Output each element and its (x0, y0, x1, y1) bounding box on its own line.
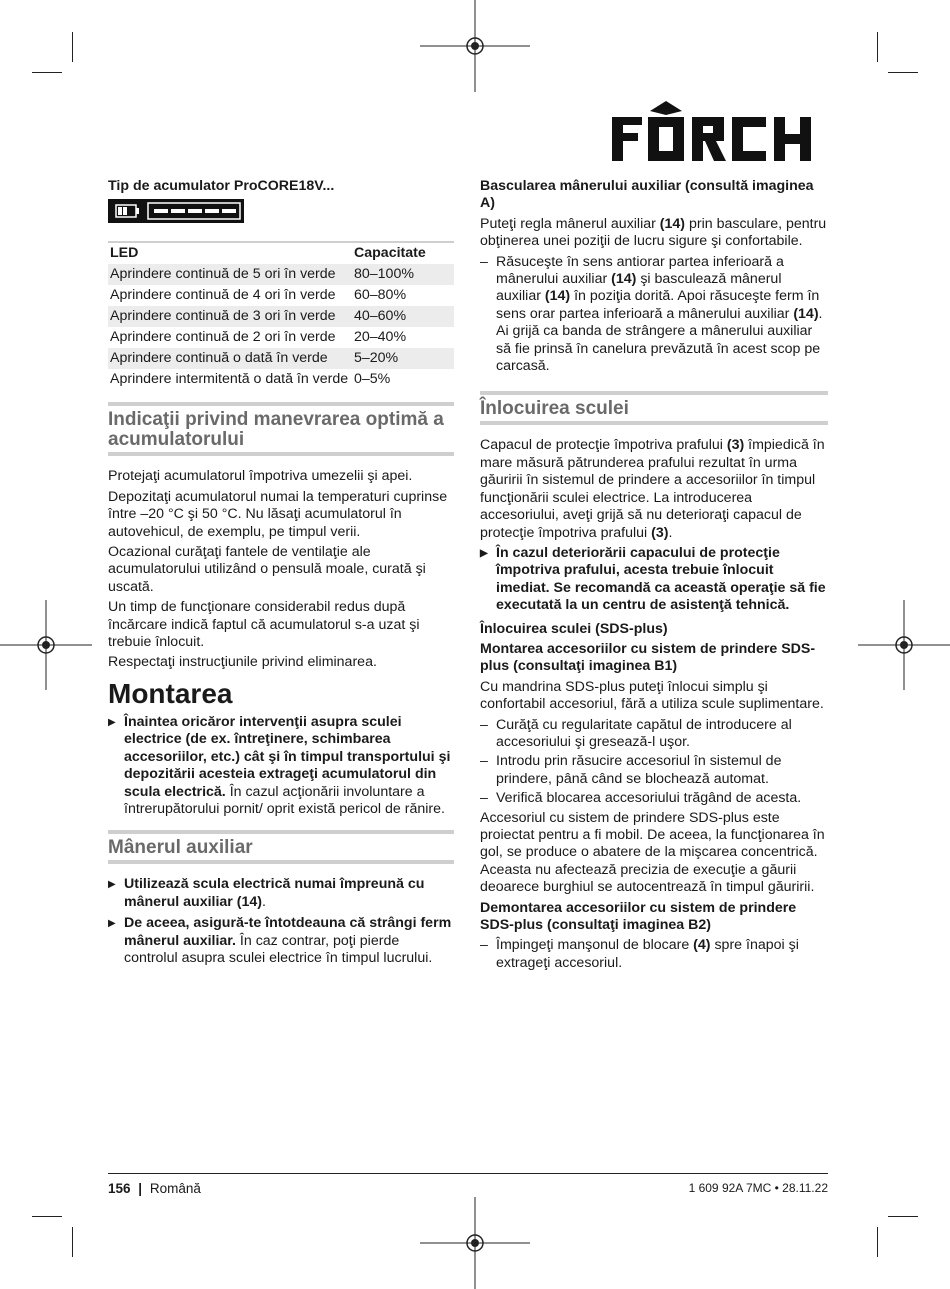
table-cell-led: Aprindere intermitentă o dată în verde (110, 371, 349, 388)
forch-logo (612, 101, 828, 163)
text: Răsuceşte în sens antiorar partea inferioară a mânerului auxiliar (496, 253, 784, 288)
table-cell-capacity: 0–5% (354, 371, 391, 388)
crop-mark (32, 1216, 62, 1217)
paragraph: Cu mandrina SDS-plus puteţi înlocui simplu şi confortabil accesoriul, fără a utiliza scule suplimentare. (480, 678, 824, 713)
subheading-dismount-accessories: Demontarea accesoriilor cu sistem de prindere SDS-plus (consultaţi imaginea B2) (480, 899, 797, 934)
dash-item (480, 254, 828, 324)
text: prin basculare, pentru obţinerea unei poziţii de lucru sigure şi confortabile. (480, 215, 827, 250)
left-column (108, 178, 454, 971)
dash-item: – Curăţă cu regularitate capătul de introducere al accesoriului şi gresează-l uşor. (480, 717, 828, 752)
table-cell-led: Aprindere continuă o dată în verde (108, 348, 352, 369)
warning-text: În cazul acţionării involuntare a întrerupătorului pornit/ oprit există pericol de rănire. (124, 783, 445, 817)
table-cell-led: Aprindere continuă de 3 ori în verde (108, 306, 352, 327)
subheading-tilt-handle: Basculareа mânerului auxiliar (consultă imaginea A) (480, 178, 814, 212)
warning-item (108, 876, 454, 911)
table-row (108, 306, 454, 327)
table-cell-capacity: 80–100% (352, 264, 454, 285)
warning-bold: De aceea, asigură-te întotdeauna că strângi ferm mânerul auxiliar. (124, 915, 452, 949)
paragraph: Depozitaţi acumulatorul numai la temperaturi cuprinse între –20 °C şi 50 °C. Nu lăsaţi acumulatorul în autovehicul, de exemplu, pe timpul verii. (108, 488, 448, 540)
warning-bold: Utilizează scula electrică numai împreună cu mânerul auxiliar (14) (124, 876, 425, 910)
section-heading-aux-handle: Mânerul auxiliar (108, 830, 454, 864)
crop-mark (877, 32, 878, 62)
text: . (668, 524, 673, 541)
section-title-mounting: Montarea (108, 677, 233, 709)
footer-separator: | (138, 1181, 143, 1196)
dash-note: Ai grijă ca banda de strângere a mânerului auxiliar să fie prinsă în canelura prevăzută în acest scop pe carcasă. (496, 323, 821, 375)
table-row (108, 369, 454, 390)
warning-text: În caz contrar, poţi pierde controlul asupra sculei electrice în timpul lucrului. (124, 932, 433, 966)
battery-indicator-icon (108, 199, 244, 223)
ref: (14) (544, 288, 571, 305)
text: Puteţi regla mânerul auxiliar (480, 215, 660, 232)
table-cell-led: Aprindere continuă de 4 ori în verde (110, 287, 336, 304)
table-row (108, 348, 454, 369)
dash-item: – Introdu prin răsucire accesoriul în sistemul de prindere, până când se blochează automat. (480, 753, 828, 788)
crop-mark (72, 1227, 73, 1257)
crop-mark (72, 32, 73, 62)
warning-text: . (262, 893, 266, 910)
page-number: 156 (108, 1181, 131, 1196)
warning-item: ▶ În cazul deteriorării capacului de protecţie împotriva prafului, acesta trebuie înlocuit imediat. Se recomandă ca această operaţie să fie executată la un centru de asistenţă tehnică. (480, 545, 828, 615)
ref: (14) (659, 215, 686, 232)
crop-mark (877, 1227, 878, 1257)
footer-language: Română (149, 1181, 201, 1196)
dash-item: – Verifică blocarea accesoriului trăgând de acesta. (480, 790, 828, 807)
table-cell-capacity: 5–20% (352, 348, 454, 369)
table-row (108, 327, 454, 348)
paragraph (480, 437, 828, 541)
registration-mark-left (0, 600, 92, 690)
table-cell-led: Aprindere continuă de 5 ori în verde (108, 264, 352, 285)
table-header-capacity: Capacitate (354, 245, 426, 262)
table-cell-led: Aprindere continuă de 2 ori în verde (110, 329, 336, 346)
text: în poziţia dorită. Apoi răsuceşte ferm în sens orar partea inferioară a mânerului auxiliar (496, 288, 820, 322)
text: Împingeţi manşonul de blocare (496, 937, 694, 954)
text: şi basculează mânerul auxiliar (496, 271, 782, 305)
crop-mark (32, 72, 62, 73)
table-cell-capacity: 40–60% (352, 306, 454, 327)
table-cell-capacity: 60–80% (354, 287, 407, 304)
page-footer (108, 1173, 828, 1196)
crop-mark (888, 1216, 918, 1217)
subheading-sds: Înlocuirea sculei (SDS-plus) (480, 620, 668, 637)
table-header-row (108, 242, 454, 264)
warning-item (108, 915, 454, 967)
section-heading-tool-replace: Înlocuirea sculei (480, 391, 828, 425)
crop-mark (888, 72, 918, 73)
paragraph: Respectaţi instrucţiunile privind eliminarea. (108, 654, 377, 671)
paragraph: Accesoriul cu sistem de prindere SDS-plus este proiectat pentru a fi mobil. De aceea, la funcţionarea în gol, se produce o abatere de la mişcarea concentrică. Aceasta nu afectează precizia de execuţie a găurii deoarece burghiul se autocentrează în timpul găuririi. (480, 809, 825, 896)
ref: (3) (651, 524, 669, 541)
text: spre înapoi şi extrageţi accesoriul. (496, 937, 799, 971)
paragraph: Ocazional curăţaţi fantele de ventilaţie ale acumulatorului utilizând o pensulă moale, curată şi uscată. (108, 544, 426, 595)
ref: (3) (726, 437, 745, 454)
ref: (14) (793, 305, 819, 322)
warning-item (108, 714, 454, 818)
table-header-led: LED (110, 245, 139, 262)
section-heading-battery-care: Indicaţii privind manevrarea optimă a acumulatorului (108, 402, 454, 456)
registration-mark-right (858, 600, 950, 690)
warning-bold: Înaintea oricăror intervenţii asupra sculei electrice (de ex. întreţinere, schimbarea accesoriilor, etc.) cât şi în timpul transportului şi depozitării acesteia extrageţi acumulatorul din scula electrică. (124, 713, 451, 800)
battery-type-label: Tip de acumulator ProCORE18V... (108, 178, 335, 194)
table-row (108, 264, 454, 285)
table-row (108, 285, 454, 306)
registration-mark-bottom (420, 1197, 530, 1289)
table-cell-capacity: 20–40% (354, 329, 407, 346)
dash-item (480, 937, 828, 972)
ref: (14) (611, 271, 637, 288)
text: Capacul de protecţie împotriva prafului (480, 437, 727, 454)
paragraph (480, 216, 828, 251)
paragraph: Un timp de funcţionare considerabil redus după încărcare indică faptul că acumulatorul s-a uzat şi trebuie înlocuit. (108, 599, 420, 651)
footer-code: 1 609 92A 7MC • 28.11.22 (688, 1181, 828, 1195)
ref: (4) (693, 937, 711, 954)
text: . (818, 305, 823, 322)
text: împiedică în mare măsură pătrunderea prafului rezultat în urma găuririi în sistemul de prindere a accesoriilor în timpul funcţionării sculei electrice. La introducerea accesoriului, aveţi grijă să nu deterioraţi capacul de protecţie împotriva prafului (480, 437, 825, 541)
registration-mark-top (420, 0, 530, 92)
subheading-mount-accessories: Montarea accesoriilor cu sistem de prindere SDS-plus (consultaţi imaginea B1) (480, 640, 816, 675)
led-capacity-table (108, 241, 454, 390)
right-column (480, 178, 828, 974)
paragraph: Protejaţi acumulatorul împotriva umezelii şi apei. (108, 468, 413, 485)
